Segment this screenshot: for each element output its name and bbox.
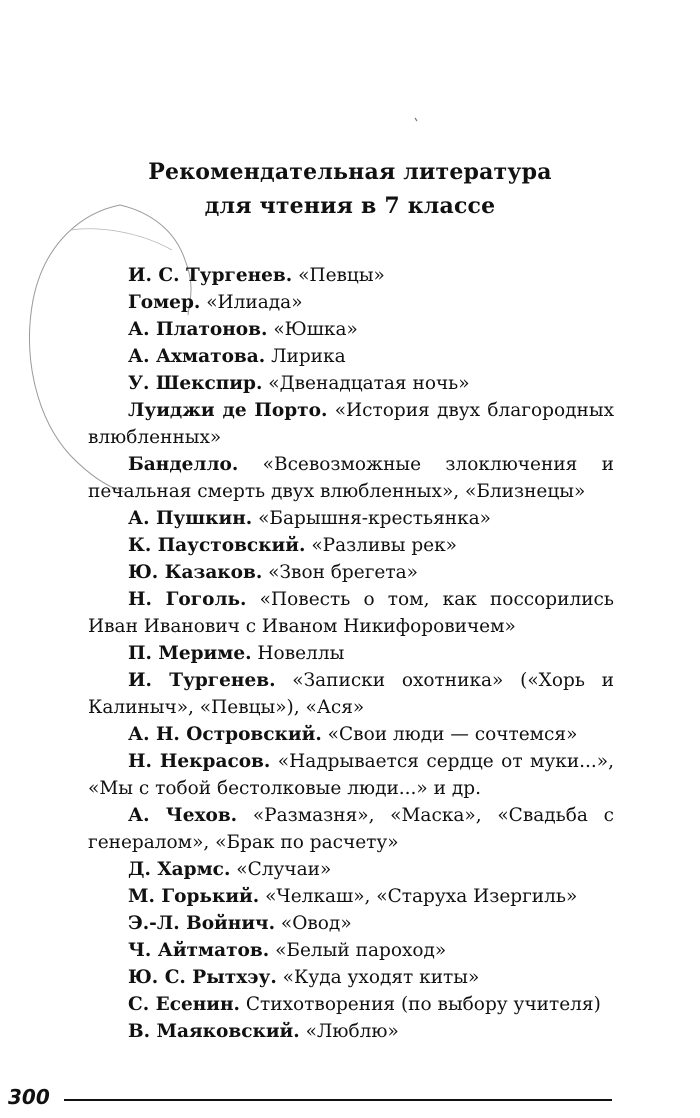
entry-author: П. Мериме. bbox=[128, 643, 252, 664]
entry-work: Новеллы bbox=[251, 643, 345, 664]
list-item bbox=[88, 289, 614, 316]
list-item bbox=[88, 964, 614, 991]
entry-work: «Овод» bbox=[275, 913, 352, 934]
entry-work: «Размазня», «Маска», «Свадьба с генералом», «Брак по расчету» bbox=[88, 805, 614, 853]
entry-work: «Люблю» bbox=[299, 1021, 399, 1042]
entry-author: Банделло. bbox=[128, 454, 239, 475]
list-item bbox=[88, 1018, 614, 1045]
list-item bbox=[88, 505, 614, 532]
entry-author: В. Маяковский. bbox=[128, 1021, 300, 1042]
entry-work: «Надрывается сердце от муки...», «Мы с тобой бестолковые люди...» и др. bbox=[88, 751, 614, 799]
entry-author: Гомер. bbox=[128, 292, 201, 313]
list-item bbox=[88, 586, 614, 640]
entry-work: «Челкаш», «Старуха Изергиль» bbox=[259, 886, 578, 907]
entry-work: «Свои люди — сочтемся» bbox=[321, 724, 578, 745]
entry-author: Луиджи де Порто. bbox=[128, 400, 328, 421]
entry-work: «Записки охотника» («Хорь и Калиныч», «Певцы»), «Ася» bbox=[88, 670, 614, 718]
entry-work: «История двух благородных влюбленных» bbox=[88, 400, 614, 448]
list-item bbox=[88, 370, 614, 397]
list-item bbox=[88, 559, 614, 586]
entry-author: Н. Некрасов. bbox=[128, 751, 271, 772]
list-item bbox=[88, 802, 614, 856]
entry-author: Д. Хармс. bbox=[128, 859, 231, 880]
entry-work: «Илиада» bbox=[200, 292, 303, 313]
list-item bbox=[88, 262, 614, 289]
entry-work: «Случаи» bbox=[230, 859, 332, 880]
list-item bbox=[88, 451, 614, 505]
entry-work: «Куда уходят киты» bbox=[276, 967, 480, 988]
entry-work: «Двенадцатая ночь» bbox=[262, 373, 470, 394]
entry-author: У. Шекспир. bbox=[128, 373, 263, 394]
entry-author: А. Чехов. bbox=[128, 805, 238, 826]
entry-author: А. Платонов. bbox=[128, 319, 268, 340]
list-item bbox=[88, 883, 614, 910]
entry-author: И. Тургенев. bbox=[128, 670, 276, 691]
entry-author: К. Паустовский. bbox=[128, 535, 306, 556]
list-item bbox=[88, 910, 614, 937]
entry-author: Э.-Л. Войнич. bbox=[128, 913, 276, 934]
entry-author: И. С. Тургенев. bbox=[128, 265, 293, 286]
entry-work: «Барышня-крестьянка» bbox=[252, 508, 491, 529]
entry-work: «Белый пароход» bbox=[269, 940, 447, 961]
list-item bbox=[88, 343, 614, 370]
list-item bbox=[88, 721, 614, 748]
entry-work: «Певцы» bbox=[292, 265, 385, 286]
page-footer bbox=[8, 1084, 612, 1114]
entry-author: А. Ахматова. bbox=[128, 346, 266, 367]
page-title bbox=[0, 155, 700, 223]
entry-work: «Звон брегета» bbox=[262, 562, 418, 583]
entry-author: Ч. Айтматов. bbox=[128, 940, 270, 961]
entry-work: Стихотворения (по выбору учителя) bbox=[240, 994, 601, 1015]
entry-work: «Юшка» bbox=[267, 319, 358, 340]
title-line-2: для чтения в 7 классе bbox=[204, 193, 496, 219]
list-item bbox=[88, 748, 614, 802]
entry-author: Н. Гоголь. bbox=[128, 589, 247, 610]
footer-divider bbox=[64, 1099, 612, 1101]
entry-work: «Повесть о том, как поссорились Иван Иванович с Иваном Никифоровичем» bbox=[88, 589, 614, 637]
list-item bbox=[88, 316, 614, 343]
entry-author: М. Горький. bbox=[128, 886, 260, 907]
entry-author: Ю. Казаков. bbox=[128, 562, 263, 583]
list-item bbox=[88, 532, 614, 559]
reading-list bbox=[88, 262, 614, 1045]
page-number: 300 bbox=[8, 1085, 50, 1109]
entry-work: «Всевозможные злоключения и печальная смерть двух влюбленных», «Близнецы» bbox=[88, 454, 614, 502]
title-line-1: Рекомендательная литература bbox=[148, 159, 552, 185]
entry-author: Ю. С. Рытхэу. bbox=[128, 967, 277, 988]
list-item bbox=[88, 937, 614, 964]
entry-work: «Разливы рек» bbox=[305, 535, 457, 556]
list-item bbox=[88, 667, 614, 721]
list-item bbox=[88, 991, 614, 1018]
list-item bbox=[88, 397, 614, 451]
list-item bbox=[88, 640, 614, 667]
list-item bbox=[88, 856, 614, 883]
entry-author: А. Пушкин. bbox=[128, 508, 253, 529]
entry-author: А. Н. Островский. bbox=[128, 724, 322, 745]
entry-author: С. Есенин. bbox=[128, 994, 240, 1015]
entry-work: Лирика bbox=[265, 346, 346, 367]
